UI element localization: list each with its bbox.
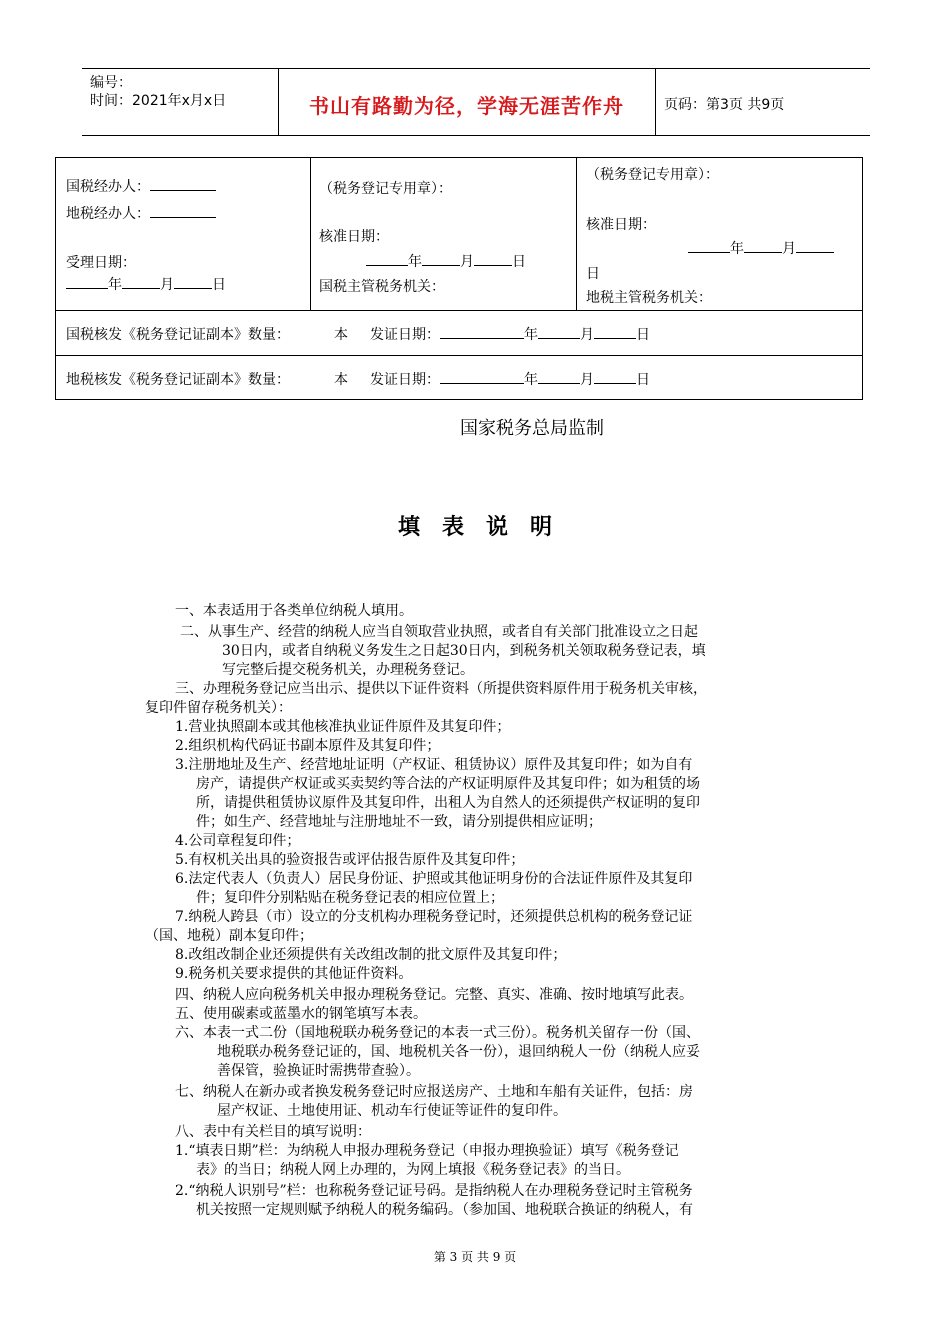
instruction-line: 二、从事生产、经营的纳税人应当自领取营业执照，或者自有关部门批准设立之日起 <box>180 624 698 640</box>
header-motto: 书山有路勤为径，学海无涯苦作舟 <box>309 94 624 118</box>
approve-date-label: 核准日期： <box>319 229 389 245</box>
approve-date-field <box>688 238 834 258</box>
page-footer: 第 3 页 共 9 页 <box>433 1250 517 1264</box>
day-label: 日 <box>636 327 650 343</box>
instruction-line: 30日内，或者自纳税义务发生之日起30日内，到税务机关领取税务登记表，填 <box>222 643 706 659</box>
instruction-line: 七、纳税人在新办或者换发税务登记时应报送房产、土地和车船有关证件，包括：房 <box>175 1084 693 1100</box>
day-label: 日 <box>636 372 650 388</box>
year-label: 年 <box>730 241 744 257</box>
header-top-rule <box>82 68 870 69</box>
table-divider <box>310 158 311 310</box>
instruction-line: 写完整后提交税务机关，办理税务登记。 <box>222 662 474 678</box>
instruction-line: 复印件留存税务机关）： <box>145 700 292 716</box>
instruction-line: 所，请提供租赁协议原件及其复印件，出租人为自然人的还须提供产权证明的复印 <box>196 795 700 811</box>
instruction-line: 屋产权证、土地使用证、机动车行使证等证件的复印件。 <box>217 1103 567 1119</box>
page-header <box>82 68 870 136</box>
blank-line[interactable] <box>150 177 216 191</box>
tax-seal-label: （税务登记专用章）： <box>319 181 452 197</box>
month-label: 月 <box>460 254 474 270</box>
accept-date-field <box>66 274 226 294</box>
blank-line[interactable] <box>594 370 636 384</box>
month-label: 月 <box>580 372 594 388</box>
blank-line[interactable] <box>796 239 834 253</box>
doc-number-label: 编号： <box>90 75 132 91</box>
blank-line[interactable] <box>440 325 524 339</box>
day-label: 日 <box>212 277 226 293</box>
dishui-agent-label: 地税经办人： <box>66 206 150 222</box>
dishui-issue-row <box>66 369 650 389</box>
month-label: 月 <box>782 241 796 257</box>
guoshui-agent-label: 国税经办人： <box>66 179 150 195</box>
dishui-authority-label: 地税主管税务机关： <box>586 290 712 306</box>
month-label: 月 <box>160 277 174 293</box>
month-label: 月 <box>580 327 594 343</box>
header-bottom-rule <box>82 135 870 136</box>
day-label: 日 <box>586 266 600 282</box>
doc-time-label: 时间：2021年x月x日 <box>90 93 227 109</box>
copies-unit: 本 <box>334 372 348 388</box>
instruction-line: 8.改组改制企业还须提供有关改组改制的批文原件及其复印件； <box>175 947 567 963</box>
registration-form-table <box>55 157 863 400</box>
table-rule <box>56 310 862 311</box>
blank-line[interactable] <box>122 275 160 289</box>
dishui-issue-label: 地税核发《税务登记证副本》数量： <box>66 372 290 388</box>
blank-line[interactable] <box>174 275 212 289</box>
instructions-title: 填表说明 <box>397 514 574 540</box>
instruction-line: 房产，请提供产权证或买卖契约等合法的产权证明原件及其复印件；如为租赁的场 <box>196 776 700 792</box>
instruction-line: 三、办理税务登记应当出示、提供以下证件资料（所提供资料原件用于税务机关审核， <box>175 681 707 697</box>
instruction-line: 4.公司章程复印件； <box>175 833 301 849</box>
instruction-line: 7.纳税人跨县（市）设立的分支机构办理税务登记时，还须提供总机构的税务登记证 <box>175 909 693 925</box>
instruction-line: 一、本表适用于各类单位纳税人填用。 <box>175 603 413 619</box>
blank-line[interactable] <box>744 239 782 253</box>
guoshui-authority-label: 国税主管税务机关： <box>319 279 445 295</box>
instruction-line: 6.法定代表人（负责人）居民身份证、护照或其他证明身份的合法证件原件及其复印 <box>175 871 693 887</box>
blank-line[interactable] <box>538 370 580 384</box>
table-divider <box>576 158 577 310</box>
instruction-line: 机关按照一定规则赋予纳税人的税务编码。（参加国、地税联合换证的纳税人，有 <box>196 1202 693 1218</box>
supervision-note: 国家税务总局监制 <box>460 418 604 439</box>
guoshui-agent-field <box>66 176 216 196</box>
accept-date-label: 受理日期： <box>66 255 136 271</box>
instruction-line: 5.有权机关出具的验资报告或评估报告原件及其复印件； <box>175 852 525 868</box>
issue-date-label: 发证日期： <box>370 372 440 388</box>
instruction-line: 1.“填表日期”栏：为纳税人申报办理税务登记（申报办理换验证）填写《税务登记 <box>175 1143 679 1159</box>
instruction-line: 3.注册地址及生产、经营地址证明（产权证、租赁协议）原件及其复印件；如为自有 <box>175 757 693 773</box>
instruction-line: 2.组织机构代码证书副本原件及其复印件； <box>175 738 441 754</box>
instruction-line: 9.税务机关要求提供的其他证件资料。 <box>175 966 413 982</box>
year-label: 年 <box>524 372 538 388</box>
issue-date-label: 发证日期： <box>370 327 440 343</box>
blank-line[interactable] <box>150 204 216 218</box>
table-rule <box>56 355 862 356</box>
dishui-agent-field <box>66 203 216 223</box>
approve-date-field <box>366 251 526 271</box>
blank-line[interactable] <box>366 252 408 266</box>
header-page-info: 页码：第3页 共9页 <box>664 97 785 113</box>
instruction-line: 件；如生产、经营地址与注册地址不一致，请分别提供相应证明； <box>196 814 602 830</box>
guoshui-issue-label: 国税核发《税务登记证副本》数量： <box>66 327 290 343</box>
instruction-line: 件；复印件分别粘贴在税务登记表的相应位置上； <box>196 890 504 906</box>
instruction-line: 五、使用碳素或蓝墨水的钢笔填写本表。 <box>175 1006 427 1022</box>
instruction-line: 地税联办税务登记证的，国、地税机关各一份），退回纳税人一份（纳税人应妥 <box>217 1044 700 1060</box>
year-label: 年 <box>408 254 422 270</box>
blank-line[interactable] <box>594 325 636 339</box>
blank-line[interactable] <box>538 325 580 339</box>
instruction-line: 八、表中有关栏目的填写说明： <box>175 1124 371 1140</box>
instruction-line: 2.“纳税人识别号”栏：也称税务登记证号码。是指纳税人在办理税务登记时主管税务 <box>175 1183 693 1199</box>
tax-seal-label: （税务登记专用章）： <box>586 167 719 183</box>
instruction-line: 表》的当日；纳税人网上办理的，为网上填报《税务登记表》的当日。 <box>196 1162 630 1178</box>
year-label: 年 <box>108 277 122 293</box>
copies-unit: 本 <box>334 327 348 343</box>
blank-line[interactable] <box>66 275 108 289</box>
approve-date-label: 核准日期： <box>586 217 656 233</box>
instruction-line: 善保管，验换证时需携带查验）。 <box>217 1063 420 1079</box>
instruction-line: 六、本表一式二份（国地税联办税务登记的本表一式三份）。税务机关留存一份（国、 <box>175 1025 700 1041</box>
header-divider <box>655 68 656 136</box>
blank-line[interactable] <box>474 252 512 266</box>
day-label: 日 <box>512 254 526 270</box>
year-label: 年 <box>524 327 538 343</box>
blank-line[interactable] <box>422 252 460 266</box>
instruction-line: （国、地税）副本复印件； <box>145 928 313 944</box>
instruction-line: 1.营业执照副本或其他核准执业证件原件及其复印件； <box>175 719 511 735</box>
instruction-line: 四、纳税人应向税务机关申报办理税务登记。完整、真实、准确、按时地填写此表。 <box>175 987 693 1003</box>
guoshui-issue-row <box>66 324 650 344</box>
blank-line[interactable] <box>688 239 730 253</box>
blank-line[interactable] <box>440 370 524 384</box>
